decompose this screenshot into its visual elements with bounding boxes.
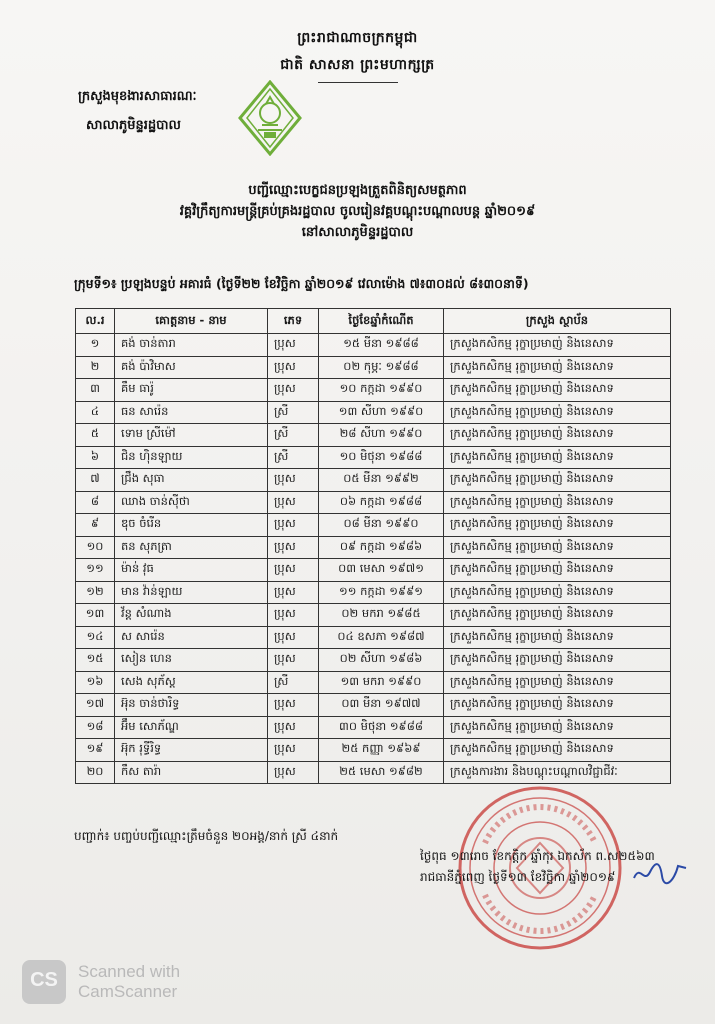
cell-no: ១៦ (76, 671, 115, 694)
table-header-row (76, 309, 671, 334)
cell-dob: ០៩ កក្កដា ១៩៨៦ (319, 536, 444, 559)
cell-dob: ០៦ កក្កដា ១៩៨៨ (319, 491, 444, 514)
table-body (76, 334, 671, 784)
cell-sex: ស្រី (268, 446, 319, 469)
footnote: បញ្ជាក់៖ បញ្ចប់បញ្ជីឈ្មោះត្រឹមចំនួន ២០អង្គ/នាក់ ស្រី ៤នាក់ (74, 829, 339, 843)
cell-sex: ប្រុស (268, 356, 319, 379)
kingdom-motto (0, 28, 715, 76)
cell-name: សៀន ហេន (115, 649, 268, 672)
table-row (76, 716, 671, 739)
cell-no: ៥ (76, 424, 115, 447)
cell-dob: ១០ មិថុនា ១៩៨៨ (319, 446, 444, 469)
cell-dob: ០៥ មីនា ១៩៩២ (319, 469, 444, 492)
table-row (76, 626, 671, 649)
cell-sex: ប្រុស (268, 469, 319, 492)
cell-sex: ប្រុស (268, 559, 319, 582)
cell-ministry: ក្រសួងកសិកម្ម រុក្ខាប្រមាញ់ និងនេសាទ (444, 626, 671, 649)
cell-dob: ២៥ កញ្ញា ១៩៦៩ (319, 739, 444, 762)
table-row (76, 491, 671, 514)
cell-ministry: ក្រសួងកសិកម្ម រុក្ខាប្រមាញ់ និងនេសាទ (444, 671, 671, 694)
title-line-1: បញ្ជីឈ្មោះបេក្ខជនប្រឡងត្រួតពិនិត្យសមត្ថភាព (248, 183, 467, 198)
cell-no: ២ (76, 356, 115, 379)
cell-name: គឹម ធារ៉ូ (115, 379, 268, 402)
cell-sex: ប្រុស (268, 604, 319, 627)
cell-ministry: ក្រសួងកសិកម្ម រុក្ខាប្រមាញ់ និងនេសាទ (444, 581, 671, 604)
cell-name: ជ្រឹង សុធា (115, 469, 268, 492)
kingdom-line-1: ព្រះរាជាណាចក្រកម្ពុជា (297, 30, 418, 46)
header-ministry: ក្រសួង ស្ថាប័ន (444, 309, 671, 334)
cell-no: ១ (76, 334, 115, 357)
solar-date-line: រាជធានីភ្នំពេញ ថ្ងៃទី១៣ ខែវិច្ឆិកា ឆ្នាំ២០១៩ (420, 870, 616, 884)
cell-sex: ប្រុស (268, 739, 319, 762)
cell-sex: ប្រុស (268, 716, 319, 739)
cell-sex: ប្រុស (268, 626, 319, 649)
cell-ministry: ក្រសួងកសិកម្ម រុក្ខាប្រមាញ់ និងនេសាទ (444, 604, 671, 627)
cell-dob: ០២ សីហា ១៩៨៦ (319, 649, 444, 672)
cell-ministry: ក្រសួងកសិកម្ម រុក្ខាប្រមាញ់ និងនេសាទ (444, 559, 671, 582)
table-row (76, 401, 671, 424)
signature-icon (630, 858, 690, 888)
cell-sex: ស្រី (268, 424, 319, 447)
cell-no: ១៧ (76, 694, 115, 717)
cell-dob: ០៤ ឧសភា ១៩៨៧ (319, 626, 444, 649)
cell-no: ១៩ (76, 739, 115, 762)
cell-no: ១១ (76, 559, 115, 582)
cell-no: ១០ (76, 536, 115, 559)
cell-ministry: ក្រសួងកសិកម្ម រុក្ខាប្រមាញ់ និងនេសាទ (444, 649, 671, 672)
watermark-line-2: CamScanner (78, 982, 178, 1001)
cell-sex: ប្រុស (268, 536, 319, 559)
cell-no: ៣ (76, 379, 115, 402)
cell-name: កឹស តារ៉ា (115, 761, 268, 784)
cell-ministry: ក្រសួងកសិកម្ម រុក្ខាប្រមាញ់ និងនេសាទ (444, 424, 671, 447)
cell-ministry: ក្រសួងកសិកម្ម រុក្ខាប្រមាញ់ និងនេសាទ (444, 469, 671, 492)
cell-ministry: ក្រសួងកសិកម្ម រុក្ខាប្រមាញ់ និងនេសាទ (444, 514, 671, 537)
camscanner-watermark (22, 958, 222, 1008)
cell-name: អ៊ុក រុទ្ធីរិទ្ធ (115, 739, 268, 762)
cell-name: អ៊ុន ចាន់ថារិទ្ធ (115, 694, 268, 717)
candidate-table (75, 308, 671, 784)
table-row (76, 514, 671, 537)
header-no: ល.រ (76, 309, 115, 334)
cell-name: វ័ន្ត សំណាង (115, 604, 268, 627)
cell-dob: ១៥ មីនា ១៩៨៨ (319, 334, 444, 357)
cell-ministry: ក្រសួងកសិកម្ម រុក្ខាប្រមាញ់ និងនេសាទ (444, 356, 671, 379)
ministry-header (78, 88, 197, 136)
cell-dob: ២៥ មេសា ១៩៨២ (319, 761, 444, 784)
cell-name: ម៉ាន់ វុធ (115, 559, 268, 582)
school-emblem-icon (238, 80, 302, 156)
cell-sex: ប្រុស (268, 761, 319, 784)
cell-sex: ប្រុស (268, 379, 319, 402)
cell-name: អ៊ឹម សោភ័ណ្ឌ (115, 716, 268, 739)
cell-no: ៨ (76, 491, 115, 514)
cell-name: ស សារ៉េន (115, 626, 268, 649)
cell-ministry: ក្រសួងកសិកម្ម រុក្ខាប្រមាញ់ និងនេសាទ (444, 379, 671, 402)
cell-dob: ០៣ មេសា ១៩៧១ (319, 559, 444, 582)
cell-ministry: ក្រសួងកសិកម្ម រុក្ខាប្រមាញ់ និងនេសាទ (444, 536, 671, 559)
header-name: គោត្តនាម - នាម (115, 309, 268, 334)
cell-name: ជិន ហ៊ិនឡាយ (115, 446, 268, 469)
cell-name: ធន សារ៉េន (115, 401, 268, 424)
cell-name: មាន វ៉ាន់ឡាយ (115, 581, 268, 604)
cell-sex: ប្រុស (268, 334, 319, 357)
cell-dob: ១៣ សីហា ១៩៩០ (319, 401, 444, 424)
title-line-3: នៅសាលាភូមិន្ទរដ្ឋបាល (301, 225, 414, 240)
kingdom-line-2: ជាតិ សាសនា ព្រះមហាក្សត្រ (280, 57, 435, 73)
cell-dob: ៣០ មិថុនា ១៩៨៨ (319, 716, 444, 739)
exam-group-line: ក្រុមទី១៖ ប្រឡងបន្ទប់ អគារធំ (ថ្ងៃទី២២ ខែវិច្ឆិកា ឆ្នាំ២០១៩ វេលាម៉ោង ៧៖៣០ដល់ ៨៖៣០នាទី) (74, 276, 529, 291)
cell-name: គង់ ប៉ាវិមាស (115, 356, 268, 379)
table-row (76, 739, 671, 762)
table-row (76, 649, 671, 672)
camscanner-logo-icon (22, 960, 66, 1004)
cell-no: ១៥ (76, 649, 115, 672)
table-row (76, 671, 671, 694)
table-row (76, 581, 671, 604)
cell-name: សេង សុភ័ស្ត (115, 671, 268, 694)
cell-sex: ប្រុស (268, 649, 319, 672)
cell-sex: ប្រុស (268, 491, 319, 514)
cell-no: ១៨ (76, 716, 115, 739)
cell-ministry: ក្រសួងកសិកម្ម រុក្ខាប្រមាញ់ និងនេសាទ (444, 401, 671, 424)
cell-sex: ប្រុស (268, 694, 319, 717)
cell-dob: ២៨ សីហា ១៩៩០ (319, 424, 444, 447)
cell-no: ៤ (76, 401, 115, 424)
date-block (420, 846, 655, 888)
cell-sex: ស្រី (268, 671, 319, 694)
cell-ministry: ក្រសួងកសិកម្ម រុក្ខាប្រមាញ់ និងនេសាទ (444, 716, 671, 739)
table-row (76, 694, 671, 717)
cell-no: ១៣ (76, 604, 115, 627)
cell-no: ២០ (76, 761, 115, 784)
header-dob: ថ្ងៃខែឆ្នាំកំណើត (319, 309, 444, 334)
table-row (76, 604, 671, 627)
cell-name: ឌុច ចំរើន (115, 514, 268, 537)
cell-ministry: ក្រសួងកសិកម្ម រុក្ខាប្រមាញ់ និងនេសាទ (444, 739, 671, 762)
cell-sex: ប្រុស (268, 514, 319, 537)
cell-no: ១៤ (76, 626, 115, 649)
cell-no: ៧ (76, 469, 115, 492)
table-row (76, 356, 671, 379)
cell-no: ៦ (76, 446, 115, 469)
table-row (76, 761, 671, 784)
cell-no: ៩ (76, 514, 115, 537)
table-row (76, 446, 671, 469)
table-row (76, 379, 671, 402)
camscanner-label (78, 962, 180, 1002)
ministry-line-2: សាលាភូមិន្ទរដ្ឋបាល (86, 118, 181, 133)
table-row (76, 424, 671, 447)
cell-ministry: ក្រសួងកសិកម្ម រុក្ខាប្រមាញ់ និងនេសាទ (444, 446, 671, 469)
cell-dob: ០២ កុម្ភៈ ១៩៨៨ (319, 356, 444, 379)
lunar-date-line: ថ្ងៃពុធ ១៣រោច ខែកត្តិក ឆ្នាំកុរ ឯកស័ក ព.ស២៥៦៣ (420, 849, 655, 863)
cell-name: ទោម ស្រីម៉ៅ (115, 424, 268, 447)
cell-ministry: ក្រសួងកសិកម្ម រុក្ខាប្រមាញ់ និងនេសាទ (444, 694, 671, 717)
cell-dob: ០៣ មីនា ១៩៧៧ (319, 694, 444, 717)
cell-name: គង់ ចាន់តារា (115, 334, 268, 357)
cell-dob: ០២ មករា ១៩៨៥ (319, 604, 444, 627)
cell-dob: ១១ កក្កដា ១៩៩១ (319, 581, 444, 604)
title-line-2: វគ្គវិក្រឹត្យការមន្ត្រីគ្រប់គ្រងរដ្ឋបាល ចូលរៀនវគ្គបណ្តុះបណ្តាលបន្ត ឆ្នាំ២០១៩ (179, 204, 536, 219)
cell-sex: ប្រុស (268, 581, 319, 604)
cell-dob: ១៣ មករា ១៩៩០ (319, 671, 444, 694)
cell-dob: ១០ កក្កដា ១៩៩០ (319, 379, 444, 402)
watermark-line-1: Scanned with (78, 962, 181, 981)
cell-ministry: ក្រសួងកសិកម្ម រុក្ខាប្រមាញ់ និងនេសាទ (444, 334, 671, 357)
cell-name: តន សុភត្រា (115, 536, 268, 559)
decorative-divider (318, 82, 398, 91)
cell-ministry: ក្រសួងការងារ និងបណ្តុះបណ្តាលវិជ្ជាជីវៈ (444, 761, 671, 784)
header-sex: ភេទ (268, 309, 319, 334)
table-row (76, 469, 671, 492)
table-row (76, 334, 671, 357)
cell-name: ឈាង ចាន់ស៊ីថា (115, 491, 268, 514)
table-row (76, 536, 671, 559)
document-title (0, 180, 715, 243)
cell-ministry: ក្រសួងកសិកម្ម រុក្ខាប្រមាញ់ និងនេសាទ (444, 491, 671, 514)
camscanner-logo-text: CS (30, 969, 58, 991)
table-row (76, 559, 671, 582)
cell-dob: ០៨ មីនា ១៩៩០ (319, 514, 444, 537)
ministry-line-1: ក្រសួងមុខងារសាធារណៈ (78, 89, 197, 104)
cell-no: ១២ (76, 581, 115, 604)
cell-sex: ស្រី (268, 401, 319, 424)
